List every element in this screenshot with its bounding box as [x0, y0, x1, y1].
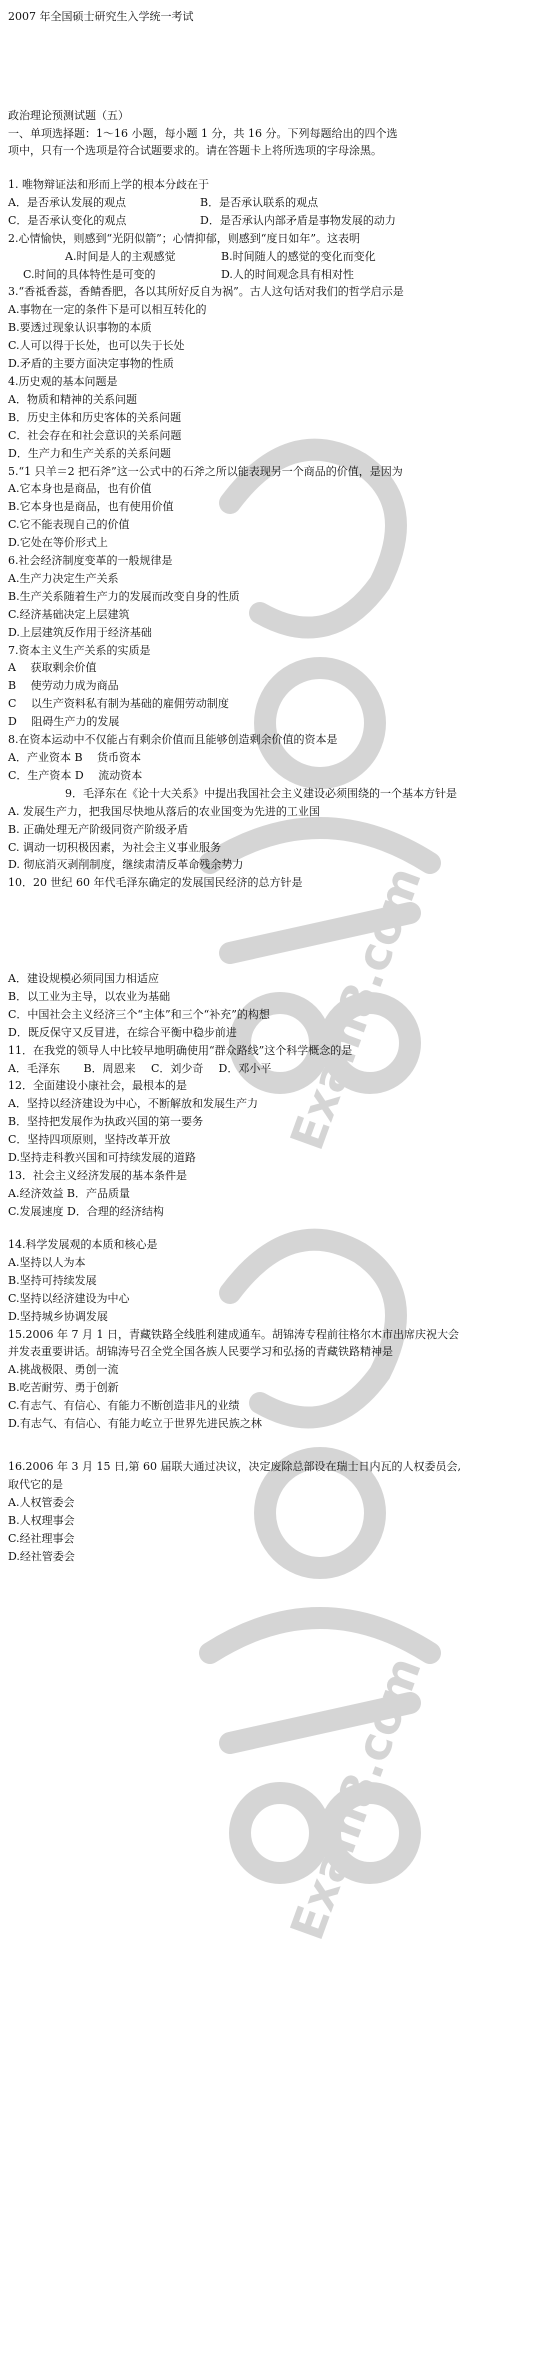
option-text: D.矛盾的主要方面决定事物的性质	[8, 357, 174, 371]
option-text: C.经济基础决定上层建筑	[8, 607, 130, 621]
option-row	[8, 266, 548, 284]
option-text: D.坚持走科教兴国和可持续发展的道路	[8, 1151, 196, 1165]
option-text: C.经社理事会	[8, 1531, 75, 1545]
option-text: A.经济效益 B．产品质量	[8, 1186, 131, 1200]
question-text: 9．毛泽东在《论十大关系》中提出我国社会主义建设必须围绕的一个基本方针是	[65, 786, 457, 800]
option-row	[8, 194, 548, 212]
instructions	[8, 125, 548, 159]
option-text: D．生产力和生产关系的关系问题	[8, 446, 171, 460]
option-text: C．是否承认变化的观点	[8, 213, 127, 227]
option-text: C．社会存在和社会意识的关系问题	[8, 428, 182, 442]
question-block-3	[8, 1236, 548, 1433]
question-text: 取代它的是	[8, 1477, 63, 1491]
question-text: 16.2006 年 3 月 15 日,第 60 届联大通过决议，决定废除总部设在瑞士日内瓦的人权委员会,	[8, 1460, 461, 1473]
option-text: C．刘少奇	[151, 1061, 204, 1075]
question-text: 6.社会经济制度变革的一般规律是	[8, 554, 173, 568]
option-text: C. 调动一切积极因素，为社会主义事业服务	[8, 840, 222, 854]
question-text: 13．社会主义经济发展的基本条件是	[8, 1168, 187, 1182]
option-text: A．坚持以经济建设为中心，不断解放和发展生产力	[8, 1097, 258, 1111]
option-text: A.人权管委会	[8, 1495, 75, 1509]
option-text: D．邓小平	[218, 1061, 272, 1075]
question-text: 12．全面建设小康社会，最根本的是	[8, 1079, 187, 1093]
question-block-1	[8, 176, 548, 892]
option-text: A．是否承认发展的观点	[8, 195, 126, 209]
option-text: B.它本身也是商品，也有使用价值	[8, 500, 174, 514]
question-text: 2.心情愉快，则感到“光阴似箭”；心情抑郁，则感到“度日如年”。这表明	[8, 231, 360, 245]
exam-header: 2007 年全国硕士研究生入学统一考试	[8, 10, 194, 23]
question-text: 3.“香祗香蕊，香鲭香肥，各以其所好反自为祸”。古人这句话对我们的哲学启示是	[8, 285, 404, 299]
option-text: A.挑战极限、勇创一流	[8, 1363, 119, 1377]
option-text: C 以生产资料私有制为基础的雇佣劳动制度	[8, 697, 229, 711]
option-text: A 获取剩余价值	[8, 661, 97, 675]
option-text: C.它不能表现自己的价值	[8, 518, 130, 532]
question-text: 1. 唯物辩证法和形而上学的根本分歧在于	[8, 178, 209, 191]
option-text: A.坚持以人为本	[8, 1255, 86, 1269]
option-text: A. 发展生产力，把我国尽快地从落后的农业国变为先进的工业国	[8, 804, 320, 818]
option-text: B.时间随人的感觉的变化而变化	[221, 249, 376, 263]
option-text: A．产业资本 B 货币资本	[8, 751, 142, 764]
option-text: A.时间是人的主观感觉	[65, 249, 176, 263]
question-text: 15.2006 年 7 月 1 日，青藏铁路全线胜利建成通车。胡锦涛专程前往格尔木市出席庆祝大会	[8, 1327, 459, 1341]
option-text: B.要透过现象认识事物的本质	[8, 321, 152, 335]
option-text: C．生产资本 D 流动资本	[8, 768, 143, 782]
option-text: A.它本身也是商品，也有价值	[8, 482, 152, 496]
question-block-4	[8, 1458, 548, 1565]
question-text: 8.在资本运动中不仅能占有剩余价值而且能够创造剩余价值的资本是	[8, 733, 338, 747]
option-text: A．毛泽东	[8, 1061, 60, 1075]
question-text: 7.资本主义生产关系的实质是	[8, 643, 151, 657]
section-title: 政治理论预测试题（五）	[8, 109, 129, 122]
option-text: D.有志气、有信心、有能力屹立于世界先进民族之林	[8, 1417, 262, 1431]
option-text: D.坚持城乡协调发展	[8, 1309, 108, 1323]
option-text: C.有志气、有信心、有能力不断创造非凡的业绩	[8, 1399, 240, 1413]
option-text: D.上层建筑反作用于经济基础	[8, 625, 152, 639]
option-text: B.坚持可持续发展	[8, 1273, 97, 1287]
option-row	[8, 1060, 548, 1078]
question-text: 并发表重要讲话。胡锦涛号召全党全国各族人民要学习和弘扬的青藏铁路精神是	[8, 1345, 393, 1359]
question-text: 4.历史观的基本问题是	[8, 374, 118, 388]
question-text: 5.“1 只羊＝2 把石斧”这一公式中的石斧之所以能表现另一个商品的价值，是因为	[8, 464, 403, 478]
question-block-2	[8, 970, 548, 1221]
option-text: A.事物在一定的条件下是可以相互转化的	[8, 303, 207, 317]
option-text: C.人可以得于长处，也可以失于长处	[8, 339, 185, 353]
svg-text:Exam8.com: Exam8.com	[279, 1649, 432, 1947]
option-text: D．既反保守又反冒进，在综合平衡中稳步前进	[8, 1025, 237, 1039]
option-text: B.人权理事会	[8, 1513, 75, 1527]
instruction-line: 一、单项选择题：1～16 小题，每小题 1 分，共 16 分。下列每题给出的四个选	[8, 127, 398, 140]
option-text: B 使劳动力成为商品	[8, 679, 119, 693]
question-text: 14.科学发展观的本质和核心是	[8, 1238, 158, 1251]
option-text: C．坚持四项原则，坚持改革开放	[8, 1133, 171, 1147]
option-text: D. 彻底消灭剥削制度，继续肃清反革命残余势力	[8, 858, 244, 872]
option-text: A.生产力决定生产关系	[8, 571, 119, 585]
option-text: B．周恩来	[83, 1061, 136, 1075]
option-text: B．历史主体和历史客体的关系问题	[8, 410, 182, 424]
option-text: C．中国社会主义经济三个“主体”和三个“补充”的构想	[8, 1007, 270, 1021]
option-text: A．建设规模必须同国力相适应	[8, 972, 159, 985]
option-text: D.它处在等价形式上	[8, 536, 108, 550]
option-text: C.发展速度 D．合理的经济结构	[8, 1204, 164, 1218]
option-text: B．是否承认联系的观点	[200, 195, 319, 209]
option-row	[8, 248, 548, 266]
option-text: C.坚持以经济建设为中心	[8, 1291, 130, 1305]
question-text: 11．在我党的领导人中比较早地明确使用“群众路线”这个科学概念的是	[8, 1043, 353, 1057]
option-text: B．坚持把发展作为执政兴国的第一要务	[8, 1115, 204, 1129]
option-text: C.时间的具体特性是可变的	[23, 267, 156, 281]
option-text: D.人的时间观念具有相对性	[221, 267, 354, 281]
option-text: B.吃苦耐劳、勇于创新	[8, 1381, 119, 1395]
instruction-line: 项中，只有一个选项是符合试题要求的。请在答题卡上将所选项的字母涂黑。	[8, 144, 382, 157]
option-text: D．是否承认内部矛盾是事物发展的动力	[200, 213, 396, 227]
question-text: 10．20 世纪 60 年代毛泽东确定的发展国民经济的总方针是	[8, 876, 303, 890]
option-text: A．物质和精神的关系问题	[8, 392, 137, 406]
option-text: B．以工业为主导，以农业为基础	[8, 989, 171, 1003]
option-text: B.生产关系随着生产力的发展而改变自身的性质	[8, 589, 240, 603]
option-row	[8, 212, 548, 230]
option-text: D 阻碍生产力的发展	[8, 715, 120, 729]
option-text: B. 正确处理无产阶级同资产阶级矛盾	[8, 822, 189, 836]
option-text: D.经社管委会	[8, 1549, 75, 1563]
svg-text:Exam8.com: Exam8.com	[279, 859, 432, 1157]
